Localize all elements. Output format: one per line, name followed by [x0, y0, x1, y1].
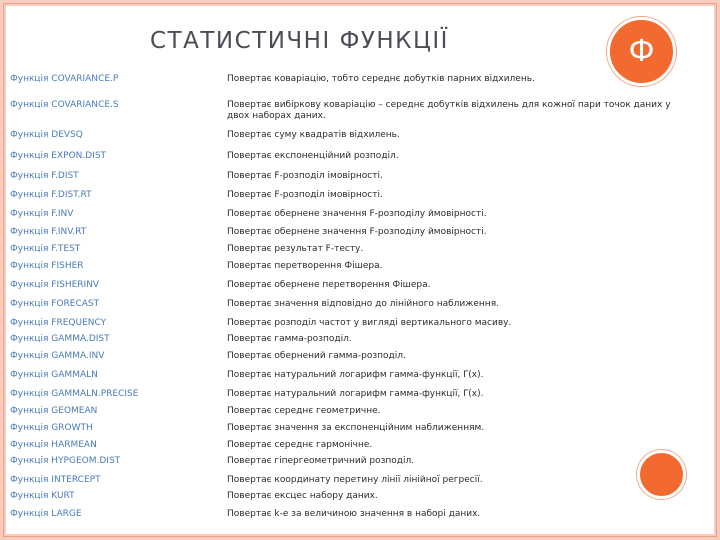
table-row — [10, 389, 690, 400]
function-description: Повертає обернене значення F-розподілу ймовірності. — [227, 209, 487, 219]
function-description: Повертає середнє геометричне. — [227, 406, 381, 416]
function-name: Функція F.INV.RT — [10, 227, 87, 237]
slide-title: СТАТИСТИЧНІ ФУНКЦІЇ — [150, 28, 449, 54]
table-row — [10, 209, 690, 220]
function-name: Функція F.DIST — [10, 171, 79, 181]
function-name: Функція FREQUENCY — [10, 318, 107, 328]
table-row — [10, 299, 690, 310]
table-row — [10, 190, 690, 201]
function-name: Функція HARMEAN — [10, 440, 97, 450]
function-description: Повертає гіпергеометричний розподіл. — [227, 456, 415, 466]
function-name: Функція DEVSQ — [10, 130, 83, 140]
function-description: Повертає гамма-розподіл. — [227, 334, 352, 344]
function-description: Повертає F-розподіл імовірності. — [227, 190, 383, 200]
function-description: Повертає натуральний логарифм гамма-функції, Γ(x). — [227, 389, 484, 399]
function-description: Повертає вибіркову коваріацію – середнє добутків відхилень для кожної пари точок даних у двох наборах даних. — [227, 100, 671, 121]
function-name: Функція HYPGEOM.DIST — [10, 456, 121, 466]
function-description: Повертає розподіл частот у вигляді вертикального масиву. — [227, 318, 512, 328]
table-row — [10, 74, 690, 85]
function-name: Функція F.INV — [10, 209, 74, 219]
table-row — [10, 318, 690, 329]
function-description: Повертає обернене перетворення Фішера. — [227, 280, 431, 290]
function-name: Функція FORECAST — [10, 299, 100, 309]
table-row — [10, 370, 690, 381]
table-row — [10, 509, 690, 520]
table-row — [10, 227, 690, 238]
table-row — [10, 423, 690, 434]
function-name: Функція GEOMEAN — [10, 406, 98, 416]
function-name: Функція FISHERINV — [10, 280, 100, 290]
function-name: Функція GAMMA.DIST — [10, 334, 110, 344]
function-name: Функція F.DIST.RT — [10, 190, 92, 200]
table-row — [10, 351, 690, 362]
function-description: Повертає значення відповідно до лінійного наближення. — [227, 299, 499, 309]
function-description: Повертає експоненційний розподіл. — [227, 151, 399, 161]
function-description: Повертає k-е за величиною значення в наборі даних. — [227, 509, 481, 519]
table-row — [10, 244, 690, 255]
letter-badge: Ф — [607, 17, 676, 86]
function-description: Повертає обернений гамма-розподіл. — [227, 351, 406, 361]
function-name: Функція LARGE — [10, 509, 82, 519]
function-name: Функція GROWTH — [10, 423, 93, 433]
function-name: Функція INTERCEPT — [10, 475, 101, 485]
function-description: Повертає обернене значення F-розподілу ймовірності. — [227, 227, 487, 237]
function-description: Повертає середнє гармонічне. — [227, 440, 373, 450]
function-description: Повертає коваріацію, тобто середнє добутків парних відхилень. — [227, 74, 535, 84]
function-name: Функція F.TEST — [10, 244, 81, 254]
table-row — [10, 151, 690, 162]
function-name: Функція COVARIANCE.S — [10, 100, 119, 110]
function-table — [10, 74, 690, 520]
function-description: Повертає значення за експоненційним наближенням. — [227, 423, 485, 433]
table-row — [10, 130, 690, 141]
function-description: Повертає суму квадратів відхилень. — [227, 130, 400, 140]
table-row — [10, 280, 690, 291]
table-row — [10, 440, 690, 451]
table-row — [10, 261, 690, 272]
table-row — [10, 456, 690, 467]
function-name: Функція GAMMALN — [10, 370, 98, 380]
table-row — [10, 334, 690, 345]
function-description: Повертає ексцес набору даних. — [227, 491, 378, 501]
table-row — [10, 475, 690, 486]
function-description: Повертає натуральний логарифм гамма-функції, Γ(x). — [227, 370, 484, 380]
function-description: Повертає результат F-тесту. — [227, 244, 364, 254]
table-row — [10, 406, 690, 417]
table-row — [10, 100, 690, 122]
table-row — [10, 491, 690, 502]
function-description: Повертає F-розподіл імовірності. — [227, 171, 383, 181]
function-description: Повертає координату перетину лінії лінійної регресії. — [227, 475, 483, 485]
function-name: Функція GAMMA.INV — [10, 351, 105, 361]
function-description: Повертає перетворення Фішера. — [227, 261, 383, 271]
function-name: Функція GAMMALN.PRECISE — [10, 389, 139, 399]
table-row — [10, 171, 690, 182]
function-name: Функція FISHER — [10, 261, 84, 271]
function-name: Функція KURT — [10, 491, 75, 501]
function-name: Функція COVARIANCE.P — [10, 74, 119, 84]
function-name: Функція EXPON.DIST — [10, 151, 107, 161]
